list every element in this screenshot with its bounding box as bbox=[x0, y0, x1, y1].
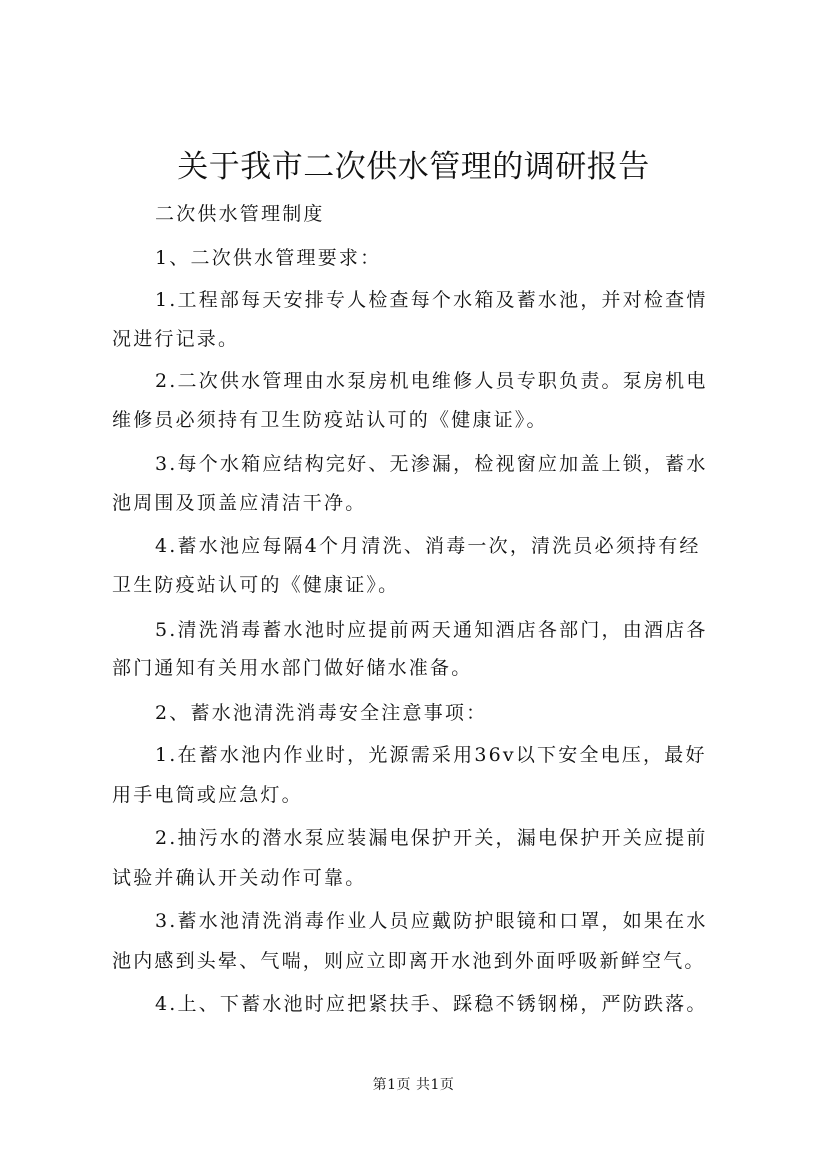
paragraph-line: 试验并确认开关动作可靠。 bbox=[112, 867, 367, 889]
paragraph-line: 卫生防疫站认可的《健康证》。 bbox=[112, 574, 400, 596]
section-heading: 二次供水管理制度 bbox=[155, 203, 325, 225]
paragraph-line: 维修员必须持有卫生防疫站认可的《健康证》。 bbox=[112, 409, 548, 431]
paragraph-line: 4.蓄水池应每隔4个月清洗、消毒一次，清洗员必须持有经 bbox=[155, 535, 701, 557]
paragraph-line: 用手电筒或应急灯。 bbox=[112, 784, 303, 806]
paragraph-line: 部门通知有关用水部门做好储水准备。 bbox=[112, 657, 473, 679]
paragraph-line: 4.上、下蓄水池时应把紧扶手、踩稳不锈钢梯，严防跌落。 bbox=[155, 993, 708, 1015]
paragraph-line: 况进行记录。 bbox=[112, 328, 240, 350]
subsection-heading: 1、二次供水管理要求： bbox=[155, 247, 382, 269]
paragraph-line: 1.在蓄水池内作业时，光源需采用36v以下安全电压，最好 bbox=[155, 744, 707, 766]
paragraph-line: 池内感到头晕、气喘，则应立即离开水池到外面呼吸新鲜空气。 bbox=[112, 950, 706, 972]
document-title: 关于我市二次供水管理的调研报告 bbox=[177, 149, 650, 185]
paragraph-line: 2.抽污水的潜水泵应装漏电保护开关，漏电保护开关应提前 bbox=[155, 827, 708, 849]
paragraph-line: 3.蓄水池清洗消毒作业人员应戴防护眼镜和口罩，如果在水 bbox=[155, 910, 708, 932]
paragraph-line: 2.二次供水管理由水泵房机电维修人员专职负责。泵房机电 bbox=[155, 370, 708, 392]
paragraph-line: 池周围及顶盖应清洁干净。 bbox=[112, 492, 367, 514]
page-footer: 第1页 共1页 bbox=[372, 1077, 455, 1093]
paragraph-line: 3.每个水箱应结构完好、无渗漏，检视窗应加盖上锁，蓄水 bbox=[155, 453, 708, 475]
paragraph-line: 1.工程部每天安排专人检查每个水箱及蓄水池，并对检查情 bbox=[155, 289, 708, 311]
paragraph-line: 5.清洗消毒蓄水池时应提前两天通知酒店各部门，由酒店各 bbox=[155, 619, 708, 641]
subsection-heading: 2、蓄水池清洗消毒安全注意事项： bbox=[155, 702, 488, 724]
